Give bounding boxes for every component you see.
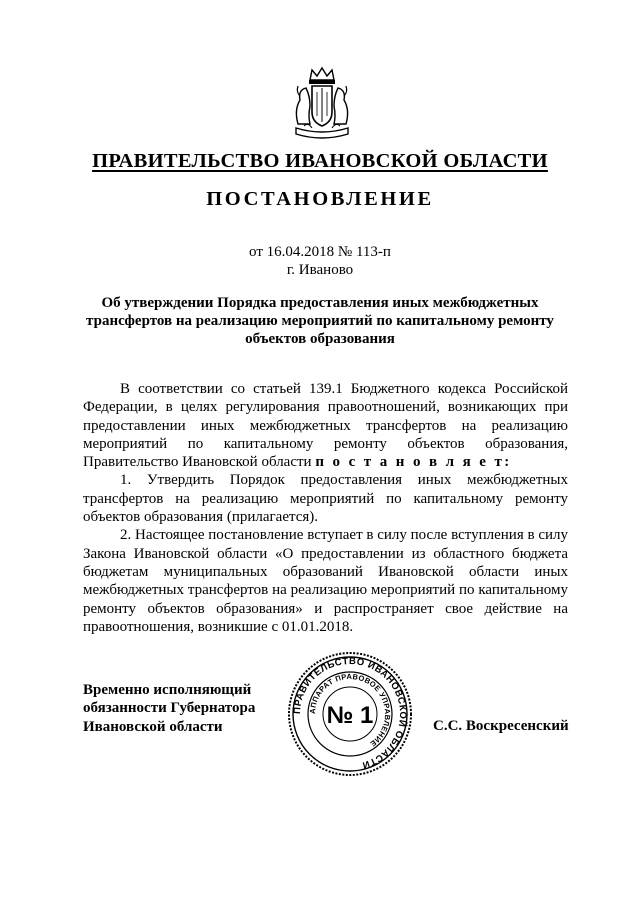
body-intro-paragraph [83,380,568,471]
official-seal-icon [286,650,414,778]
document-city: г. Иваново [286,262,354,278]
resolves-phrase: п о с т а н о в л я е т: [315,454,512,471]
body-item-2: 2. Настоящее постановление вступает в силу после вступления в силу Закона Ивановской области «О предоставлении из областного бюджета бюджетам муниципальных образований Ивановской области иных межбюджетных трансфертов на реализацию мероприятий по капитальному ремонту объектов образования» и распространяет свое действие на правоотношения, возникшие с 01.01.2018. [83,527,568,635]
signatory-position [83,681,255,736]
seal-inner-text: АППАРАТ ПРАВОВОЕ УПРАВЛЕНИЕ [307,671,393,749]
coat-of-arms-icon [290,66,354,142]
seal-number: № 1 [326,702,374,729]
organization-title [0,150,640,173]
document-subject: Об утверждении Порядка предоставления иных межбюджетных трансфертов на реализацию мероприятий по капитальному ремонту объектов образования [86,295,554,347]
signatory-position-line-1: Временно исполняющий [83,682,252,698]
body-item-1: 1. Утвердить Порядок предоставления иных межбюджетных трансфертов на реализацию мероприятий по капитальному ремонту объектов образования (прилагается). [83,472,568,526]
organization-title-text: ПРАВИТЕЛЬСТВО ИВАНОВСКОЙ ОБЛАСТИ [92,150,548,172]
document-body [83,380,568,636]
document-date-number: от 16.04.2018 № 113-п [249,244,391,260]
document-type: ПОСТАНОВЛЕНИЕ [206,188,434,210]
signatory-name: С.С. Воскресенский [433,718,569,734]
signatory-position-line-2: обязанности Губернатора [83,700,256,717]
body-intro-text: В соответствии со статьей 139.1 Бюджетного кодекса Российской Федерации, в целях регулирования правоотношений, возникающих при предоставлении иных межбюджетных трансфертов на реализацию мероприятий по капитальному ремонту объектов образования, Правительство Ивановской области [83,381,568,471]
seal-outer-text: ПРАВИТЕЛЬСТВО ИВАНОВСКОЙ ОБЛАСТИ [291,655,409,771]
signatory-position-line-3: Ивановской области [83,718,223,735]
